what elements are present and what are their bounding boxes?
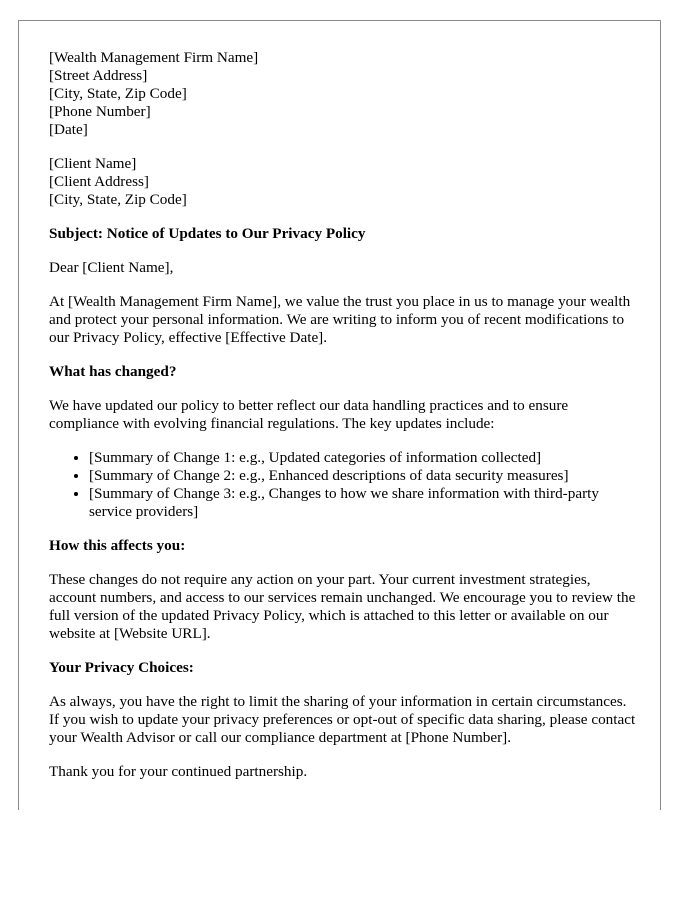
sender-city-state-zip: [City, State, Zip Code] [49,85,187,102]
sender-phone: [Phone Number] [49,103,151,120]
recipient-address: [Client Address] [49,173,149,190]
sender-street: [Street Address] [49,67,148,84]
list-item: • [Summary of Change 3: e.g., Changes to how we share information with third-party service providers] [89,485,639,521]
recipient-name: [Client Name] [49,155,137,172]
recipient-address-block [49,155,639,209]
choices-heading: Your Privacy Choices: [49,659,194,676]
letter-page [18,20,661,810]
affects-heading: How this affects you: [49,537,186,554]
letter-content [49,49,639,797]
choices-paragraph: As always, you have the right to limit the sharing of your information in certain circumstances. If you wish to update your privacy preferences or opt-out of specific data sharing, please contact your Wealth Advisor or call our compliance department at [Phone Number]. [49,693,636,746]
changes-list [49,449,639,521]
recipient-city-state-zip: [City, State, Zip Code] [49,191,187,208]
sender-address-block [49,49,639,139]
changes-paragraph: We have updated our policy to better reflect our data handling practices and to ensure compliance with evolving financial regulations. The key updates include: [49,397,569,432]
list-item: • [Summary of Change 2: e.g., Enhanced descriptions of data security measures] [89,467,639,485]
sender-firm-name: [Wealth Management Firm Name] [49,49,259,66]
letter-subject: Subject: Notice of Updates to Our Privacy Policy [49,225,366,242]
salutation: Dear [Client Name], [49,259,174,276]
list-item: • [Summary of Change 1: e.g., Updated categories of information collected] [89,449,639,467]
intro-paragraph: At [Wealth Management Firm Name], we value the trust you place in us to manage your wealth and protect your personal information. We are writing to inform you of recent modifications to our Privacy Policy, effective [Effective Date]. [49,293,631,346]
closing-line: Thank you for your continued partnership. [49,763,308,780]
letter-date: [Date] [49,121,88,138]
affects-paragraph: These changes do not require any action on your part. Your current investment strategies, account numbers, and access to our services remain unchanged. We encourage you to review the full version of the updated Privacy Policy, which is attached to this letter or available on our website at [Website URL]. [49,571,636,642]
changes-heading: What has changed? [49,363,177,380]
